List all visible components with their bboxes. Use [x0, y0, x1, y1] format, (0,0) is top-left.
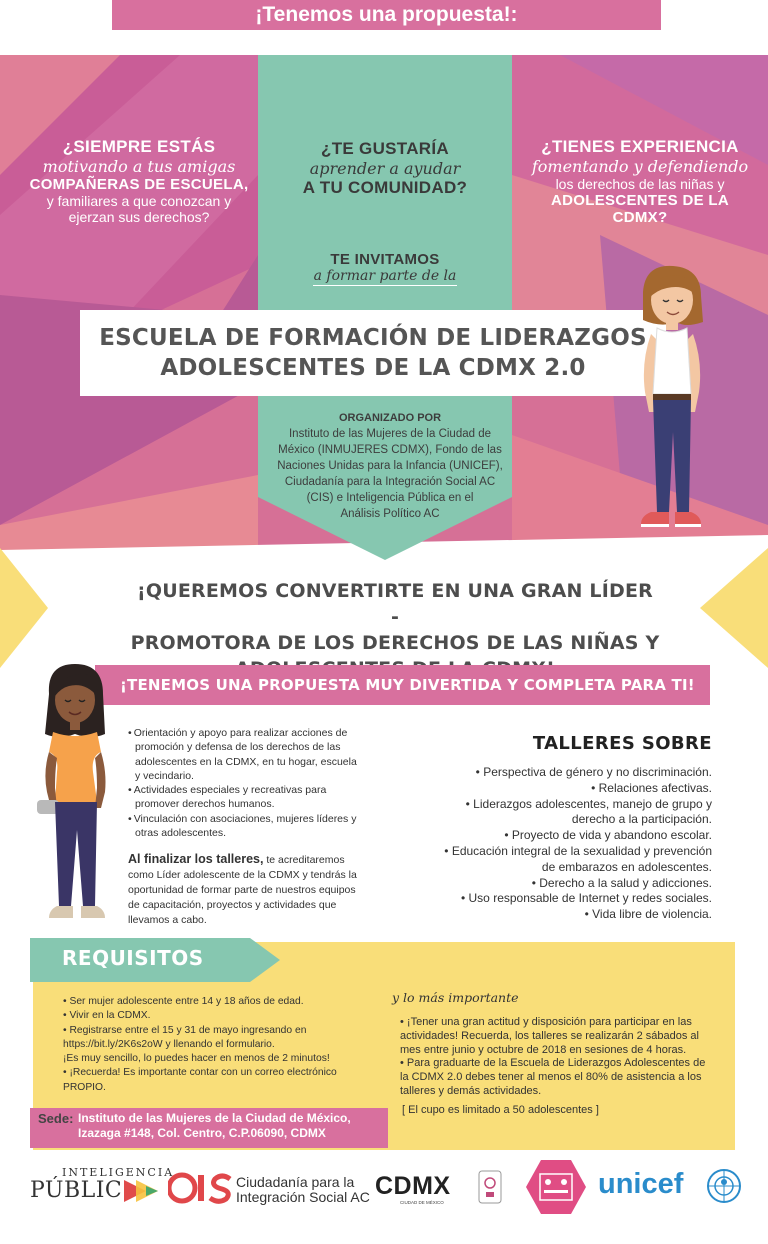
- question-left-line1: ¿SIEMPRE ESTÁS: [62, 137, 216, 156]
- logo-inteligencia-publica-mark: [124, 1180, 158, 1202]
- finalizar-text: te acreditaremos como Líder adolescente de la CDMX y tendrás la oportunidad de formar parte de nuestros equipos de capacitación, proyectos y actividades que llevamos a cabo.: [128, 854, 357, 926]
- question-left-line5: ejerzan sus derechos?: [68, 209, 210, 225]
- requirement-item: • Ser mujer adolescente entre 14 y 18 años de edad.: [63, 996, 304, 1007]
- headline-line1: ¡QUEREMOS CONVERTIRTE EN UNA GRAN LÍDER -: [137, 580, 653, 628]
- logos-strip: [0, 1158, 768, 1218]
- requirement-item: • ¡Recuerda! Es importante contar con un correo electrónico: [63, 1067, 337, 1079]
- girl-illustration-right: [615, 262, 725, 534]
- decor-triangle-right: [700, 548, 768, 668]
- question-right-line4: ADOLESCENTES DE LA: [551, 192, 729, 209]
- capacity-note: [ El cupo es limitado a 50 adolescentes ]: [402, 1104, 599, 1116]
- taller-item: • Perspectiva de género y no discriminación.: [475, 765, 712, 779]
- school-title-box: [80, 310, 666, 396]
- logo-cis-text: [236, 1175, 370, 1205]
- requirements-title: REQUISITOS: [62, 946, 204, 970]
- organizers-title: ORGANIZADO POR: [338, 412, 442, 424]
- logo-inmujeres-icon: [478, 1170, 502, 1204]
- logo-inteligencia-publica: PÚBLIC: [30, 1178, 123, 1203]
- decor-triangle-left: [0, 548, 50, 668]
- logo-cis-line2: Integración Social AC: [236, 1189, 370, 1205]
- logo-escuela-badge: [526, 1160, 586, 1214]
- venue-label: Sede:: [38, 1111, 74, 1126]
- taller-item: • Uso responsable de Internet y redes sociales.: [460, 891, 712, 906]
- important-item: • Para graduarte de la Escuela de Liderazgos Adolescentes de la CDMX 2.0 debes tener al menos el 80% de asistencia a los talleres y demás actividades.: [400, 1057, 706, 1097]
- divider-line: [313, 285, 457, 286]
- question-center: [268, 139, 502, 198]
- logo-cdmx-subtitle: CIUDAD DE MÉXICO: [400, 1200, 444, 1205]
- question-right-line3: los derechos de las niñas y: [555, 176, 725, 192]
- taller-item: • Proyecto de vida y abandono escolar.: [504, 828, 712, 843]
- organizers-line: México (INMUJERES CDMX), Fondo de las: [278, 444, 502, 456]
- logo-unicef: unicef: [598, 1168, 684, 1200]
- important-title: y lo más importante: [392, 990, 519, 1005]
- benefit-item: • Vinculación con asociaciones, mujeres líderes y otras adolescentes.: [128, 812, 360, 841]
- requirement-item: • Vivir en la CDMX.: [63, 1010, 151, 1022]
- important-list: [400, 1016, 715, 1099]
- talleres-list: [400, 765, 712, 923]
- logo-cis-mark: [168, 1170, 234, 1206]
- logo-inteligencia-publica-small: INTELIGENCIA: [62, 1166, 175, 1179]
- requirements-list: [63, 995, 363, 1095]
- school-title-line2: ADOLESCENTES DE LA CDMX 2.0: [160, 355, 586, 381]
- venue-line2: Izazaga #148, Col. Centro, C.P.06090, CDMX: [78, 1126, 326, 1140]
- requirement-item: • Registrarse entre el 15 y 31 de mayo ingresando en: [63, 1024, 307, 1036]
- organizers-line: (CIS) e Inteligencia Pública en el: [306, 492, 474, 504]
- venue-address: [78, 1111, 351, 1141]
- question-left: [14, 137, 264, 225]
- taller-item: • Vida libre de violencia.: [584, 907, 712, 922]
- headline-line2: PROMOTORA DE LOS DERECHOS DE LAS NIÑAS Y: [130, 632, 660, 654]
- organizers-line: Ciudadanía para la Integración Social AC: [284, 476, 496, 488]
- invite-line2: a formar parte de la: [313, 268, 457, 284]
- organizers-block: [270, 410, 510, 522]
- top-banner: ¡Tenemos una propuesta!:: [112, 0, 661, 30]
- taller-item: • Educación integral de la sexualidad y prevención: [444, 843, 712, 858]
- school-title: [80, 310, 666, 383]
- benefit-item: • Actividades especiales y recreativas para promover derechos humanos.: [128, 783, 360, 812]
- logo-unicef-emblem: [706, 1168, 742, 1204]
- organizers-line: Análisis Político AC: [340, 508, 440, 520]
- benefit-item: • Orientación y apoyo para realizar acciones de promoción y defensa de los derechos de las adolescentes en la CDMX, en tu hogar, escuela y vecindario.: [128, 726, 360, 783]
- important-item: • ¡Tener una gran actitud y disposición para participar en las actividades! Recuerda, los talleres se realizarán 2 sábados al mes entre junio y octubre de 2018 en sesiones de 4 horas.: [400, 1016, 699, 1056]
- question-left-line2: motivando a tus amigas: [42, 157, 236, 176]
- girl-illustration-left: [35, 662, 125, 930]
- question-center-line2: aprender a ayudar: [309, 159, 461, 178]
- question-left-line4: y familiares a que conozcan y: [46, 193, 232, 209]
- question-left-line3: COMPAÑERAS DE ESCUELA,: [29, 176, 249, 193]
- proposal-banner: ¡TENEMOS UNA PROPUESTA MUY DIVERTIDA Y COMPLETA PARA TI!: [95, 665, 710, 705]
- logo-cdmx: CDMX: [375, 1172, 451, 1200]
- taller-item: • Derecho a la salud y adicciones.: [531, 875, 712, 890]
- venue-line1: Instituto de las Mujeres de la Ciudad de México,: [78, 1111, 351, 1125]
- question-center-line1: ¿TE GUSTARÍA: [321, 139, 449, 158]
- talleres-title: TALLERES SOBRE: [532, 733, 712, 754]
- logo-cis-line1: Ciudadanía para la: [236, 1174, 355, 1190]
- question-right-line5: CDMX?: [612, 209, 668, 226]
- invite-block: [268, 251, 502, 284]
- requirements-tab-arrow: [250, 938, 280, 982]
- finalizar-bold: Al finalizar los talleres,: [128, 852, 264, 866]
- requirement-item: ¡Es muy sencillo, lo puedes hacer en menos de 2 minutos!: [63, 1053, 330, 1065]
- taller-item: • Liderazgos adolescentes, manejo de grupo y: [465, 796, 712, 811]
- benefits-list: [128, 726, 360, 840]
- organizers-line: Instituto de las Mujeres de la Ciudad de: [288, 428, 491, 440]
- requirement-link[interactable]: https://bit.ly/2K6s2oW y llenando el formulario.: [63, 1038, 275, 1050]
- taller-item: • Relaciones afectivas.: [591, 780, 712, 795]
- question-center-line3: A TU COMUNIDAD?: [302, 178, 468, 197]
- question-right-line1: ¿TIENES EXPERIENCIA: [541, 137, 739, 156]
- question-right-line2: fomentando y defendiendo: [531, 157, 749, 176]
- school-title-line1: ESCUELA DE FORMACIÓN DE LIDERAZGOS: [99, 325, 647, 351]
- organizers-line: Naciones Unidas para la Infancia (UNICEF),: [277, 460, 503, 472]
- taller-item: derecho a la participación.: [571, 812, 712, 827]
- taller-item: de embarazos en adolescentes.: [541, 859, 712, 874]
- venue-box: [30, 1108, 388, 1148]
- requirement-item: PROPIO.: [63, 1081, 106, 1093]
- question-right: [520, 137, 760, 226]
- invite-line1: TE INVITAMOS: [330, 251, 440, 268]
- finalizar-paragraph: [128, 852, 360, 928]
